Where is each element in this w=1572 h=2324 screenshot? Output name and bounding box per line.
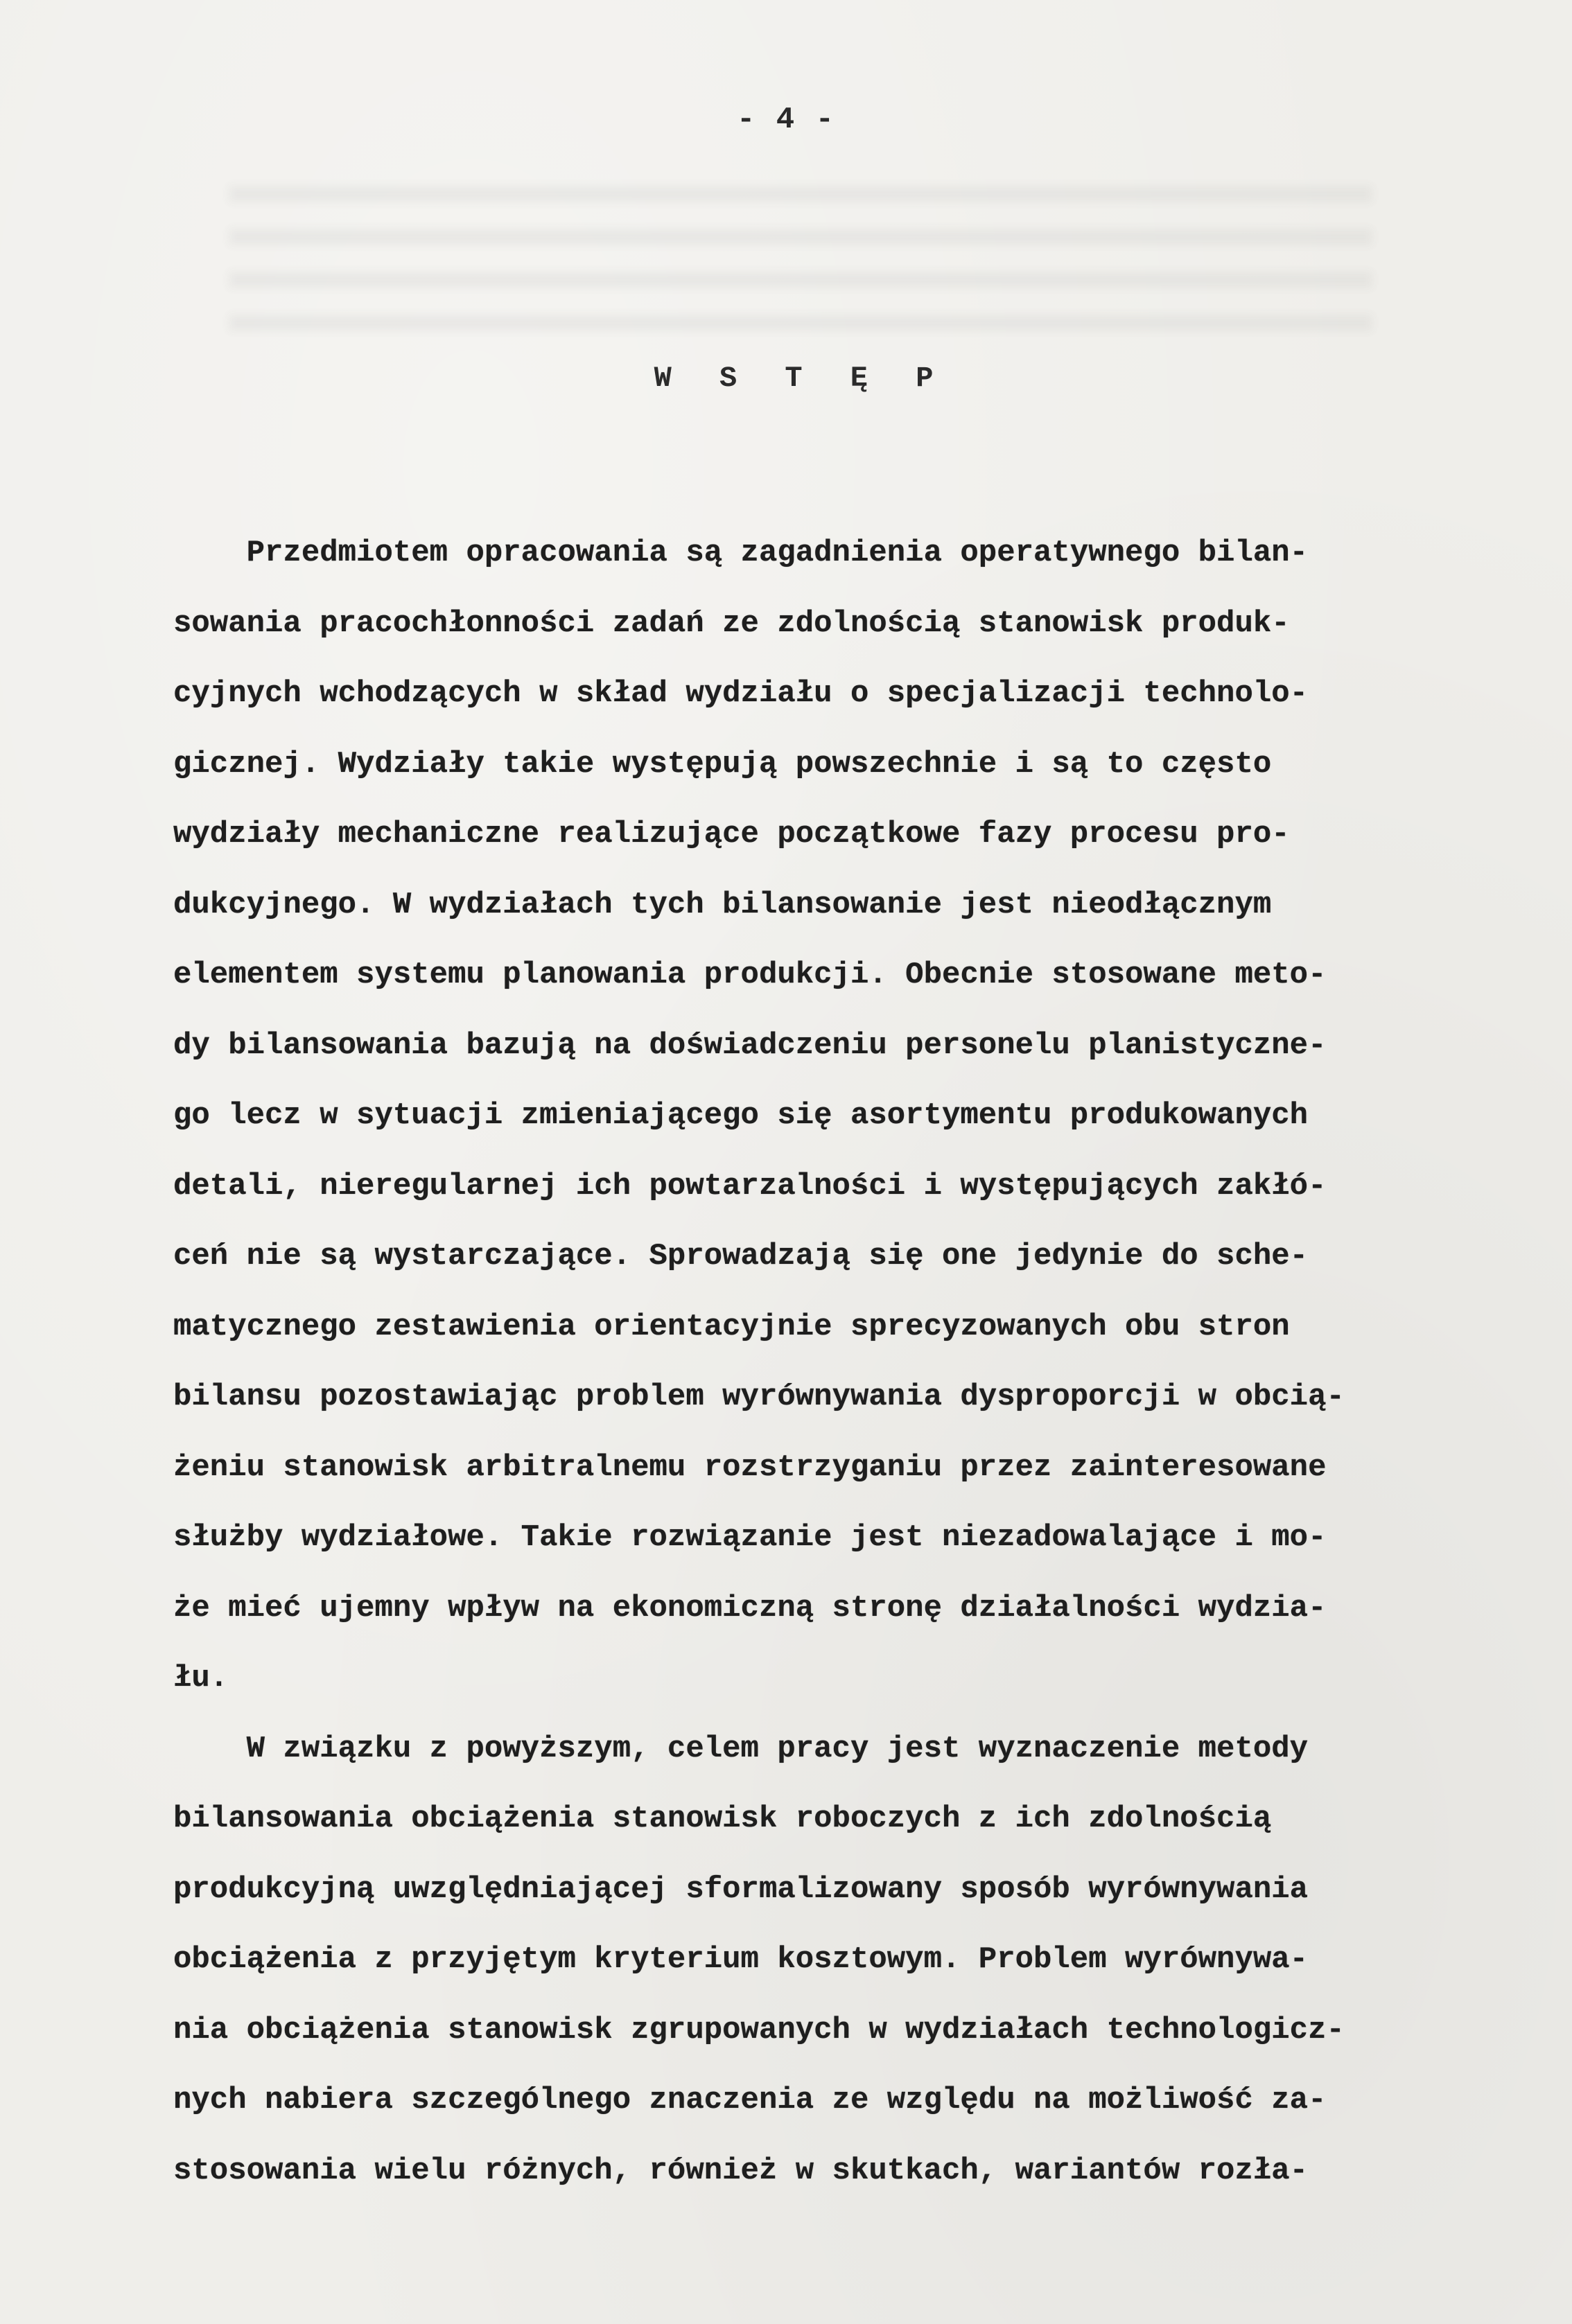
text-line: bilansowania obciążenia stanowisk roboczych z ich zdolnością xyxy=(173,1802,1272,1836)
text-line: łu. xyxy=(173,1661,229,1696)
text-line: że mieć ujemny wpływ na ekonomiczną stronę działalności wydzia- xyxy=(173,1590,1327,1626)
text-line: wydziały mechaniczne realizujące początkowe fazy procesu pro- xyxy=(173,817,1290,852)
text-line: detali, nieregularnej ich powtarzalności i występujących zakłó- xyxy=(173,1168,1327,1204)
text-line: dy bilansowania bazują na doświadczeniu personelu planistyczne- xyxy=(173,1028,1327,1063)
section-heading: W S T Ę P xyxy=(654,362,949,395)
text-line: matycznego zestawienia orientacyjnie sprecyzowanych obu stron xyxy=(173,1309,1290,1344)
text-line: elementem systemu planowania produkcji. Obecnie stosowane meto- xyxy=(173,958,1327,992)
text-line: cyjnych wchodzących w skład wydziału o specjalizacji technolo- xyxy=(173,676,1309,711)
text-line: W związku z powyższym, celem pracy jest wyznaczenie metody xyxy=(173,1731,1309,1766)
paragraph xyxy=(173,1714,1442,2207)
text-line: sowania pracochłonności zadań ze zdolnością stanowisk produk- xyxy=(173,606,1290,641)
page-number: - 4 - xyxy=(736,103,836,137)
text-line: go lecz w sytuacji zmieniającego się asortymentu produkowanych xyxy=(173,1098,1309,1133)
text-line: bilansu pozostawiając problem wyrównywania dysproporcji w obcią- xyxy=(173,1380,1345,1414)
text-line: żeniu stanowisk arbitralnemu rozstrzyganiu przez zainteresowane xyxy=(173,1450,1327,1485)
text-line: obciążenia z przyjętym kryterium kosztowym. Problem wyrównywa- xyxy=(173,1942,1309,1977)
text-line: nych nabiera szczególnego znaczenia ze względu na możliwość za- xyxy=(173,2083,1327,2118)
text-line: gicznej. Wydziały takie występują powszechnie i są to często xyxy=(173,746,1272,782)
text-line: ceń nie są wystarczające. Sprowadzają się one jedynie do sche- xyxy=(173,1239,1309,1274)
bleed-through-shadow xyxy=(229,159,1372,340)
document-body xyxy=(173,518,1442,2206)
text-line: dukcyjnego. W wydziałach tych bilansowanie jest nieodłącznym xyxy=(173,887,1272,922)
text-line: Przedmiotem opracowania są zagadnienia operatywnego bilan- xyxy=(173,536,1309,570)
text-line: produkcyjną uwzględniającej sformalizowany sposób wyrównywania xyxy=(173,1872,1309,1907)
text-line: nia obciążenia stanowisk zgrupowanych w wydziałach technologicz- xyxy=(173,2012,1345,2048)
text-line: służby wydziałowe. Takie rozwiązanie jest niezadowalające i mo- xyxy=(173,1520,1327,1555)
paragraph xyxy=(173,518,1442,1714)
text-line: stosowania wielu różnych, również w skutkach, wariantów rozła- xyxy=(173,2153,1309,2188)
